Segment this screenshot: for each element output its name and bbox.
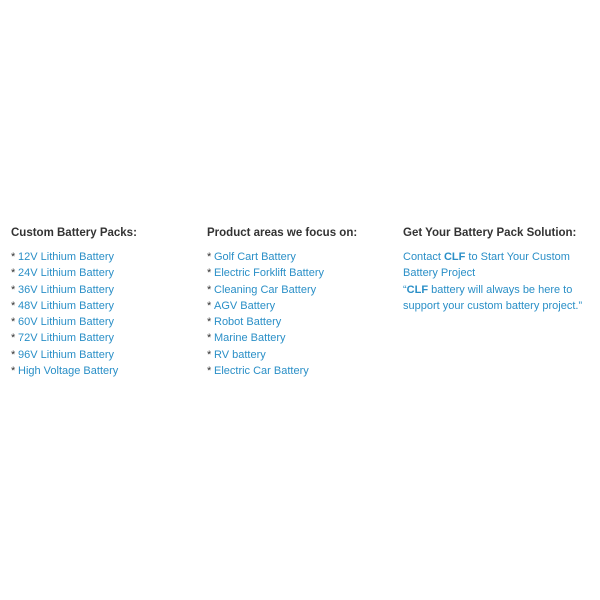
link-electric-forklift-battery[interactable]: Electric Forklift Battery: [214, 267, 325, 280]
list-item: [207, 363, 387, 379]
product-areas-title: Product areas we focus on:: [207, 227, 358, 239]
link-48v-lithium-battery[interactable]: 48V Lithium Battery: [18, 299, 114, 312]
list-item: [207, 314, 387, 330]
list-item: [11, 265, 191, 281]
bullet: *: [207, 332, 212, 345]
brand-name: CLF: [406, 283, 429, 296]
bullet: *: [11, 299, 16, 312]
link-72v-lithium-battery[interactable]: 72V Lithium Battery: [18, 332, 114, 345]
list-item: [207, 265, 387, 281]
list-item: [11, 347, 191, 363]
bullet: *: [207, 348, 212, 361]
link-60v-lithium-battery[interactable]: 60V Lithium Battery: [18, 316, 114, 329]
brand-name: CLF: [443, 251, 466, 263]
contact-cta-link-line-2[interactable]: Battery Project: [403, 267, 476, 280]
link-24v-lithium-battery[interactable]: 24V Lithium Battery: [18, 267, 114, 280]
contact-cta-link[interactable]: [403, 251, 570, 263]
bullet: *: [207, 267, 212, 280]
list-item: [11, 330, 191, 346]
custom-battery-packs-column: [11, 226, 191, 379]
list-item: [11, 363, 191, 379]
list-item: [11, 314, 191, 330]
contact-cta: [403, 249, 593, 314]
bullet: *: [11, 267, 16, 280]
link-12v-lithium-battery[interactable]: 12V Lithium Battery: [18, 251, 114, 263]
link-electric-car-battery[interactable]: Electric Car Battery: [214, 365, 309, 378]
brand-quote-line-2: support your custom battery project.”: [403, 299, 583, 312]
bullet: *: [11, 348, 16, 361]
custom-battery-packs-title: Custom Battery Packs:: [11, 227, 137, 239]
bullet: *: [207, 365, 212, 378]
footer-link-columns: [0, 226, 600, 386]
bullet: *: [11, 251, 16, 263]
bullet: *: [11, 365, 16, 378]
list-item: [207, 298, 387, 314]
link-cleaning-car-battery[interactable]: Cleaning Car Battery: [214, 283, 317, 296]
quote-open: “: [403, 283, 407, 296]
bullet: *: [11, 283, 16, 296]
battery-solution-column: [403, 226, 593, 314]
contact-prefix: Contact: [403, 251, 444, 263]
contact-cta-line-1: [403, 249, 593, 265]
list-item: [207, 347, 387, 363]
link-golf-cart-battery[interactable]: Golf Cart Battery: [214, 251, 296, 263]
contact-cta-line-2: [403, 265, 593, 281]
contact-suffix: to Start Your Custom: [465, 251, 570, 263]
product-areas-list: [207, 249, 387, 379]
bullet: *: [11, 332, 16, 345]
link-marine-battery[interactable]: Marine Battery: [214, 332, 286, 345]
link-robot-battery[interactable]: Robot Battery: [214, 316, 282, 329]
link-rv-battery[interactable]: RV battery: [214, 348, 266, 361]
bullet: *: [207, 316, 212, 329]
list-item: [207, 282, 387, 298]
link-96v-lithium-battery[interactable]: 96V Lithium Battery: [18, 348, 114, 361]
list-item: [11, 298, 191, 314]
custom-battery-packs-list: [11, 249, 191, 379]
product-areas-column: [207, 226, 387, 379]
bullet: *: [207, 251, 212, 263]
quote-line-1-text: battery will always be here to: [428, 283, 573, 296]
list-item: [11, 249, 191, 265]
bullet: *: [207, 299, 212, 312]
link-36v-lithium-battery[interactable]: 36V Lithium Battery: [18, 283, 114, 296]
bullet: *: [207, 283, 212, 296]
battery-solution-title: Get Your Battery Pack Solution:: [403, 227, 577, 239]
list-item: [207, 330, 387, 346]
list-item: [11, 282, 191, 298]
link-high-voltage-battery[interactable]: High Voltage Battery: [18, 365, 119, 378]
bullet: *: [11, 316, 16, 329]
link-agv-battery[interactable]: AGV Battery: [214, 299, 276, 312]
brand-quote-line-1: [403, 282, 593, 298]
list-item: [207, 249, 387, 265]
